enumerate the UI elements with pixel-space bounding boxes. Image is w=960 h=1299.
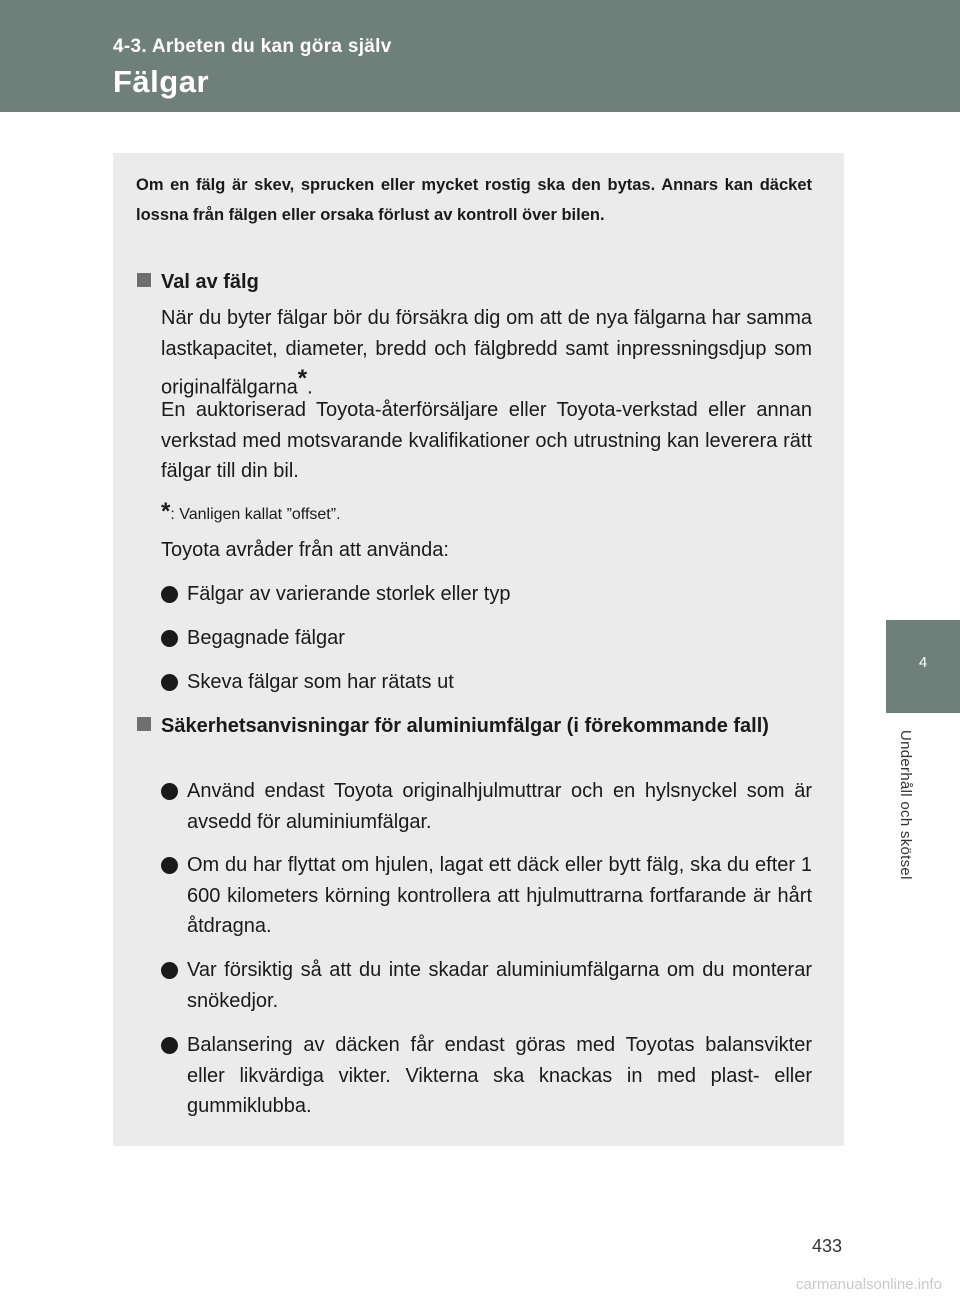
chapter-number: 4 (918, 654, 928, 671)
page-header (0, 0, 960, 112)
bullet-dot-icon (161, 1037, 178, 1054)
watermark: carmanualsonline.info (796, 1276, 942, 1293)
page-title: Fälgar (113, 64, 210, 99)
content-box (113, 153, 844, 1146)
list-item: Skeva fälgar som har rätats ut (161, 667, 812, 698)
square-bullet-icon (137, 273, 151, 287)
intro-text: Om en fälg är skev, sprucken eller mycket rostig ska den bytas. Annars kan däcket lossna från fälgen eller orsaka förlust av kontroll över bilen. (136, 176, 812, 224)
heading-wheel-selection: Val av fälg (137, 267, 259, 297)
list-item: Om du har flyttat om hjulen, lagat ett däck eller bytt fälg, ska du efter 1 600 kilometers körning kontrollera att hjulmuttrarna fortfarande är hårt åtdragna. (161, 850, 812, 942)
list-item: Var försiktig så att du inte skadar aluminiumfälgarna om du monterar snökedjor. (161, 955, 812, 1016)
list-item: Använd endast Toyota originalhjulmuttrar och en hylsnyckel som är avsedd för aluminiumfälgar. (161, 776, 812, 837)
chapter-tab (886, 620, 960, 713)
footnote-star: * (297, 365, 308, 392)
list-item: Begagnade fälgar (161, 623, 812, 654)
list-item: Fälgar av varierande storlek eller typ (161, 579, 812, 610)
page-number: 433 (812, 1236, 843, 1256)
list-item: Balansering av däcken får endast göras med Toyotas balansvikter eller likvärdiga vikter. Vikterna ska knackas in med plast- eller gummiklubba. (161, 1030, 812, 1122)
crop-mark (955, 651, 960, 652)
bullet-dot-icon (161, 674, 178, 691)
square-bullet-icon (137, 717, 151, 731)
section-title: 4-3. Arbeten du kan göra själv (113, 36, 392, 57)
bullet-dot-icon (161, 962, 178, 979)
crop-mark (950, 8, 960, 9)
footnote-star: * (161, 498, 171, 525)
bullet-dot-icon (161, 857, 178, 874)
chapter-label: Underhåll och skötsel (897, 730, 914, 880)
footnote: *: Vanligen kallat ”offset”. (161, 498, 341, 525)
advice-intro: Toyota avråder från att använda: (161, 539, 449, 561)
bullet-dot-icon (161, 586, 178, 603)
heading-aluminium-safety: Säkerhetsanvisningar för aluminiumfälgar (i förekommande fall) (137, 711, 812, 741)
bullet-dot-icon (161, 630, 178, 647)
bullet-dot-icon (161, 783, 178, 800)
paragraph-wheel-replacement: När du byter fälgar bör du försäkra dig om att de nya fälgarna har samma lastkapacitet, diameter, bredd och fälgbredd samt inpressningsdjup som originalfälgarna*. (161, 307, 812, 399)
paragraph-dealer: En auktoriserad Toyota-återförsäljare eller Toyota-verkstad eller annan verkstad med motsvarande kvalifikationer och utrustning kan leverera rätt fälgar till din bil. (161, 399, 812, 482)
